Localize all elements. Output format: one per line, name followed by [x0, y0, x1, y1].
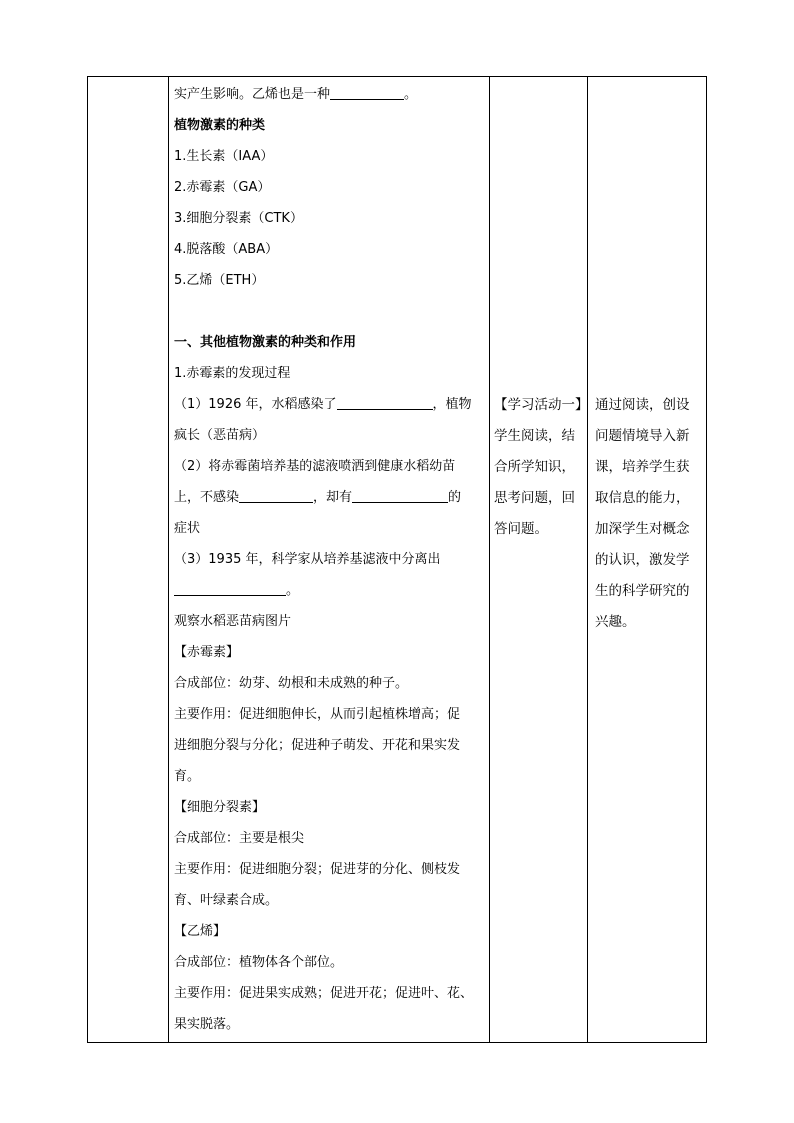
list-item: 3.细胞分裂素（CTK）: [174, 211, 303, 226]
activity-line: 答问题。: [494, 521, 548, 537]
text-line: 合成部位：幼芽、幼根和未成熟的种子。: [174, 676, 409, 691]
text-line: [174, 79, 486, 110]
text-fragment: （1）1926 年，水稻感染了: [174, 397, 337, 412]
list-item: 1.生长素（IAA）: [174, 149, 274, 164]
text-line: 进细胞分裂与分化；促进种子萌发、开花和果实发: [174, 738, 461, 753]
lesson-table: [87, 76, 707, 1043]
text-line: 合成部位：植物体各个部位。: [174, 955, 344, 970]
intent-line: 课，培养学生获: [595, 459, 690, 475]
text-line: 主要作用：促进细胞伸长，从而引起植株增高；促: [174, 707, 461, 722]
fill-blank: [239, 487, 313, 503]
text-line: 疯长（恶苗病）: [174, 428, 266, 443]
content-column: [174, 79, 486, 1040]
activity-line: 合所学知识，: [494, 459, 575, 475]
intent-column: [595, 390, 705, 638]
list-item: 4.脱落酸（ABA）: [174, 242, 279, 257]
intent-line: 通过阅读，创设: [595, 397, 690, 413]
text-fragment: 实产生影响。乙烯也是一种: [174, 87, 331, 102]
intent-line: 加深学生对概念: [595, 521, 690, 537]
column-divider: [168, 77, 169, 1042]
section-heading: 一、其他植物激素的种类和作用: [174, 335, 357, 350]
text-line: [174, 389, 486, 420]
fill-blank: [174, 580, 286, 596]
subsection-heading: 【赤霉素】: [174, 645, 240, 660]
text-line: （2）将赤霉菌培养基的滤液喷洒到健康水稻幼苗: [174, 459, 456, 474]
activity-line: 【学习活动一】: [494, 397, 589, 413]
intent-line: 的认识，激发学: [595, 552, 690, 568]
fill-blank: [337, 394, 433, 410]
text-line: 育。: [174, 769, 201, 784]
intent-line: 取信息的能力，: [595, 490, 690, 506]
section-heading: 植物激素的种类: [174, 118, 266, 133]
fill-blank: [330, 84, 404, 100]
text-line: 合成部位：主要是根尖: [174, 831, 305, 846]
text-line: [174, 482, 486, 513]
activity-column: [494, 390, 589, 545]
intent-line: 问题情境导入新: [595, 428, 690, 444]
text-line: 果实脱落。: [174, 1017, 240, 1032]
text-fragment: ，植物: [432, 397, 472, 412]
subsection-heading: 【乙烯】: [174, 924, 227, 939]
empty-line: [174, 296, 486, 327]
column-divider: [587, 77, 588, 1042]
activity-line: 学生阅读，结: [494, 428, 575, 444]
intent-line: 兴趣。: [595, 614, 636, 630]
text-line: 育、叶绿素合成。: [174, 893, 279, 908]
text-line: 主要作用：促进果实成熟；促进开花；促进叶、花、: [174, 986, 474, 1001]
list-item: 5.乙烯（ETH）: [174, 273, 265, 288]
intent-line: 生的科学研究的: [595, 583, 690, 599]
text-line: 主要作用：促进细胞分裂；促进芽的分化、侧枝发: [174, 862, 461, 877]
text-line: 观察水稻恶苗病图片: [174, 614, 292, 629]
text-fragment: ，却有: [313, 490, 353, 505]
text-fragment: 上，不感染: [174, 490, 240, 505]
text-fragment: 的: [448, 490, 462, 505]
text-line: 1.赤霉素的发现过程: [174, 366, 291, 381]
text-line: （3）1935 年，科学家从培养基滤液中分离出: [174, 552, 441, 567]
column-divider: [489, 77, 490, 1042]
fill-blank: [352, 487, 448, 503]
text-line: 症状: [174, 521, 201, 536]
activity-line: 思考问题，回: [494, 490, 575, 506]
text-fragment: 。: [404, 87, 418, 102]
text-fragment: 。: [286, 583, 300, 598]
text-line: [174, 575, 486, 606]
subsection-heading: 【细胞分裂素】: [174, 800, 266, 815]
list-item: 2.赤霉素（GA）: [174, 180, 271, 195]
